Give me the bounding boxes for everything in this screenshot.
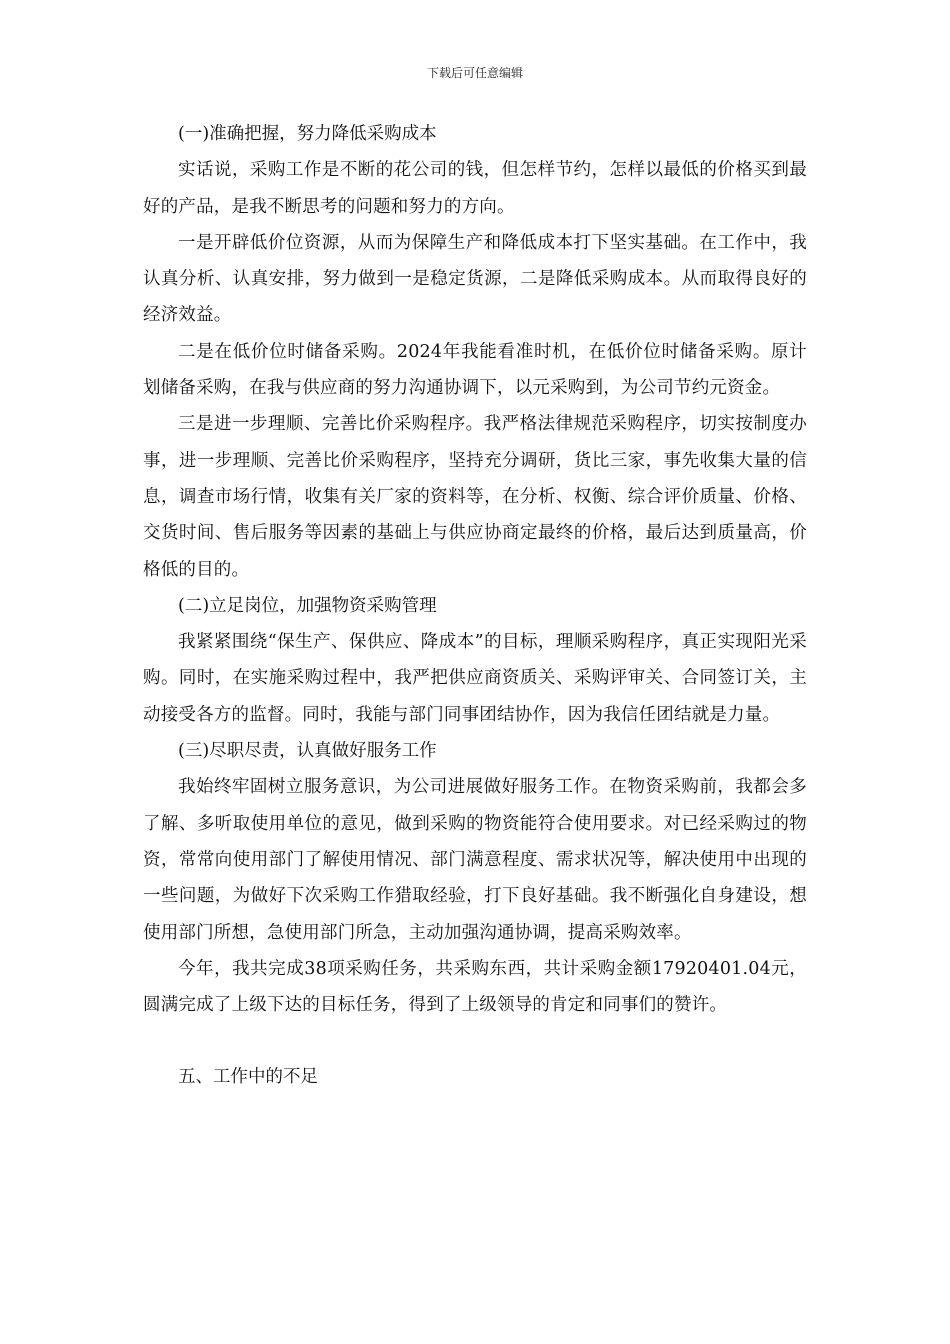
heading-service-work: (三)尽职尽责，认真做好服务工作 [178, 741, 437, 762]
document-body [143, 116, 807, 1096]
spacer [143, 1023, 807, 1059]
heading-procurement-management: (二)立足岗位，加强物资采购管理 [178, 595, 437, 616]
heading-cost-reduction: (一)准确把握，努力降低采购成本 [178, 124, 437, 144]
paragraph-intro: 实话说，采购工作是不断的花公司的钱，但怎样节约，怎样以最低的价格买到最好的产品，是我不断思考的问题和努力的方向。 [143, 160, 807, 217]
paragraph-annual-summary: 今年，我共完成38项采购任务，共采购东西，共计采购金额17920401.04元，圆满完成了上级下达的目标任务，得到了上级领导的肯定和同事们的赞许。 [143, 958, 807, 1016]
paragraph-low-price-resources: 一是开辟低价位资源，从而为保障生产和降低成本打下坚实基础。在工作中，我认真分析、认真安排，努力做到一是稳定货源，二是降低采购成本。从而取得良好的经济效益。 [143, 232, 807, 326]
paragraph-sunshine-procurement: 我紧紧围绕“保生产、保供应、降成本”的目标，理顺采购程序，真正实现阳光采购。同时，在实施采购过程中，我严把供应商资质关、采购评审关、合同签订关，主动接受各方的监督。同时，我能与部门同事团结协作，因为我信任团结就是力量。 [143, 632, 807, 725]
paragraph-service-awareness: 我始终牢固树立服务意识，为公司进展做好服务工作。在物资采购前，我都会多了解、多听取使用单位的意见，做到采购的物资能符合使用要求。对已经采购过的物资，常常向使用部门了解使用情况、部门满意程度、需求状况等，解决使用中出现的一些问题，为做好下次采购工作猎取经验，打下良好基础。我不断强化自身建设，想使用部门所想，急使用部门所急，主动加强沟通协调，提高采购效率。 [143, 777, 807, 943]
page-header: 下载后可任意编辑 [426, 66, 523, 80]
paragraph-price-comparison: 三是进一步理顺、完善比价采购程序。我严格法律规范采购程序，切实按制度办事，进一步理顺、完善比价采购程序，坚持充分调研，货比三家，事先收集大量的信息，调查市场行情，收集有关厂家的资料等，在分析、权衡、综合评价质量、价格、交货时间、售后服务等因素的基础上与供应协商定最终的价格，最后达到质量高，价格低的目的。 [143, 414, 807, 580]
paragraph-reserve-purchase: 二是在低价位时储备采购。2024年我能看准时机，在低价位时储备采购。原计划储备采购，在我与供应商的努力沟通协调下，以元采购到，为公司节约元资金。 [143, 341, 807, 399]
section-title-shortcomings: 五、工作中的不足 [178, 1067, 318, 1088]
